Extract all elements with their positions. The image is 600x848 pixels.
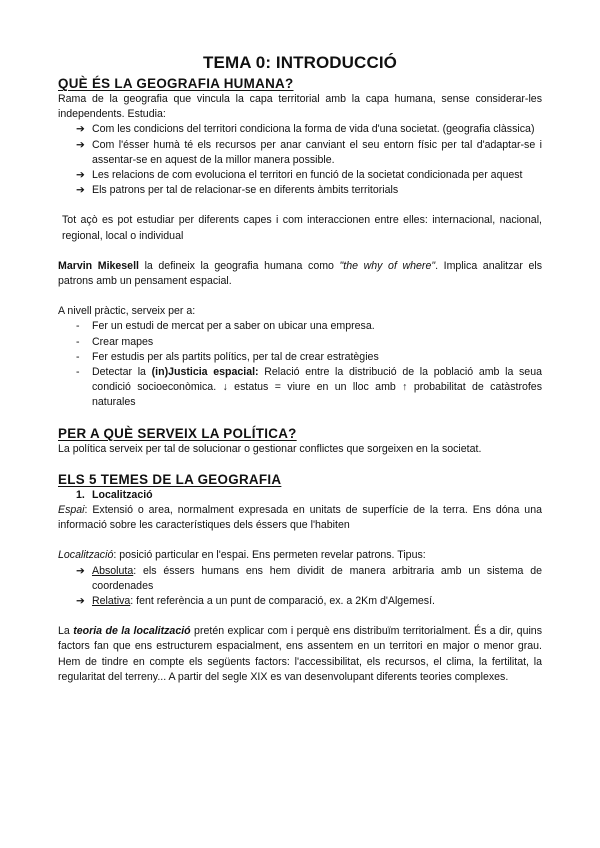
number-marker: 1. <box>76 488 85 501</box>
document-page <box>58 52 542 685</box>
list-item: ➔ Relativa: fent referència a un punt de comparació, ex. a 2Km d'Algemesí. <box>58 594 542 609</box>
teoria-paragraph: La teoria de la localització pretén explicar com i perquè ens distribuïm territorialment. És a dir, quins factors fan que ens estructurem espacialment, ens assentem en un territori en major o menor grau. Hem de tindre en compte els següents factors: l'accessibilitat, els recursos, el clima, la fertilitat, la regularitat del terreny... A partir del segle XIX es van desenvolupant diferents teories complexes. <box>58 625 542 683</box>
list-item: ➔ Les relacions de com evoluciona el territori en funció de la societat condicionada per aquest <box>58 168 542 183</box>
dash-bullet: - <box>76 366 80 379</box>
list-item: ➔ Com l'ésser humà té els recursos per anar canviant el seu entorn físic per tal d'adaptar-se i assentar-se en aquest de la millor manera possible. <box>76 138 542 166</box>
espai-label: Espai <box>58 504 85 517</box>
teoria-label: teoria de la localització <box>73 625 191 638</box>
arrow-bullet-icon: ➔ <box>76 138 85 151</box>
list-item: ➔ Com les condicions del territori condiciona la forma de vida d'una societat. (geografia clàssica) <box>58 122 542 137</box>
mikesell-paragraph: Marvin Mikesell la defineix la geografia humana como "the why of where". Implica analitzar els patrons amb un pensament espacial. <box>58 259 542 288</box>
list-item: - Detectar la (in)Justicia espacial: Relació entre la distribució de la població amb la seua condició socioeconòmica. ↓ estatus = viure en un lloc amb ↑ probabilitat de catàstrofes naturales <box>76 366 542 409</box>
arrow-bullet-icon: ➔ <box>76 184 85 197</box>
practic-intro: A nivell pràctic, serveix per a: <box>58 305 196 318</box>
politica-paragraph: La política serveix per tal de solucionar o gestionar conflictes que sorgeixen en la societat. <box>58 442 482 455</box>
dash-bullet: - <box>76 335 80 348</box>
dash-bullet: - <box>76 320 80 333</box>
temes-list <box>58 488 542 503</box>
subheading-localitzacio: 1. Localització <box>58 488 542 503</box>
list-item: - Crear mapes <box>58 335 542 350</box>
page-title: TEMA 0: INTRODUCCIÓ <box>203 53 397 72</box>
arrow-bullet-icon: ➔ <box>76 169 85 182</box>
arrow-bullet-icon: ➔ <box>76 564 85 577</box>
list-item: - Fer estudis per als partits polítics, per tal de crear estratègies <box>58 350 542 365</box>
localitzacio-label: Localització <box>58 549 114 562</box>
list-item: ➔ Els patrons per tal de relacionar-se en diferents àmbits territorials <box>58 183 542 198</box>
injusticia-label: (in)Justicia espacial: <box>151 366 259 379</box>
tipus-list <box>58 564 542 610</box>
list-item: - Fer un estudi de mercat per a saber on ubicar una empresa. <box>58 319 542 334</box>
heading-geografia-humana: QUÈ ÉS LA GEOGRAFIA HUMANA? <box>58 76 294 91</box>
heading-5-temes: ELS 5 TEMES DE LA GEOGRAFIA <box>58 471 282 487</box>
estudia-list <box>58 122 542 198</box>
espai-paragraph: Espai: Extensió o area, normalment expresada en unitats de superfície de la terra. Ens dóna una informació sobre les característiques dels éssers que l'habiten <box>58 504 542 532</box>
list-item: ➔ Absoluta: els éssers humans ens hem dividit de manera arbitraria amb un sistema de coordenades <box>76 564 542 592</box>
practic-list <box>58 319 542 410</box>
arrow-bullet-icon: ➔ <box>76 123 85 136</box>
dash-bullet: - <box>76 350 80 363</box>
mikesell-name: Marvin Mikesell <box>58 259 139 272</box>
intro-paragraph: Rama de la geografia que vincula la capa territorial amb la capa humana, sense considerar-les independents. Estudia: <box>58 93 542 121</box>
absoluta-label: Absoluta <box>92 564 134 577</box>
mikesell-quote: "the why of where" <box>339 259 436 272</box>
capes-paragraph: Tot açò es pot estudiar per diferents capes i com interaccionen entre elles: internacional, nacional, regional, local o individual <box>62 214 542 242</box>
heading-politica: PER A QUÈ SERVEIX LA POLÍTICA? <box>58 425 297 441</box>
arrow-bullet-icon: ➔ <box>76 595 85 608</box>
relativa-label: Relativa <box>92 595 131 608</box>
localitzacio-paragraph: Localització: posició particular en l'espai. Ens permeten revelar patrons. Tipus: <box>58 549 426 562</box>
